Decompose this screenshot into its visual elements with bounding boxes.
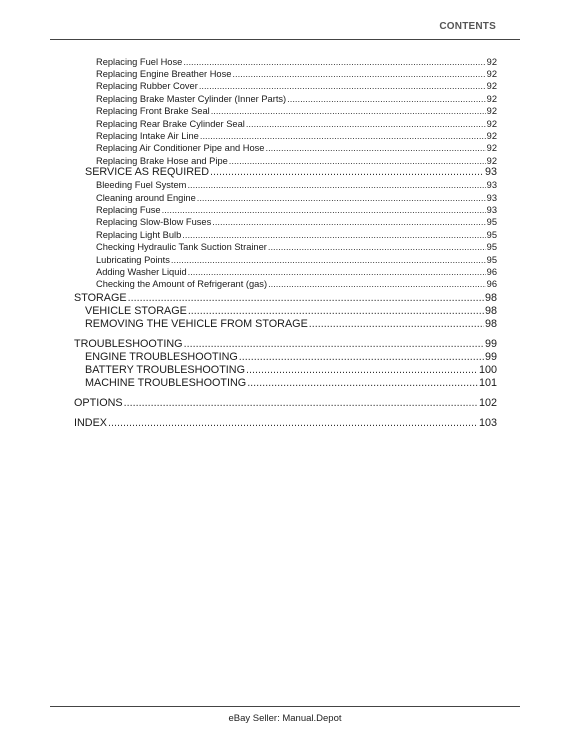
toc-entry-label: Replacing Engine Breather Hose: [96, 68, 232, 79]
toc-entry[interactable]: [96, 229, 497, 241]
toc-entry-page: 102: [478, 396, 497, 409]
toc-entry-page: 100: [478, 363, 497, 376]
toc-leader-dots: [268, 241, 486, 253]
toc-entry[interactable]: [85, 318, 497, 332]
toc-leader-dots: [199, 80, 486, 92]
toc-entry-page: 95: [486, 242, 497, 253]
toc-entry-label: Checking Hydraulic Tank Suction Strainer: [96, 242, 267, 253]
toc-entry[interactable]: [85, 364, 497, 378]
footer-text: eBay Seller: Manual.Depot: [228, 713, 342, 724]
toc-entry-page: 92: [486, 118, 497, 129]
toc-entry-page: 98: [484, 291, 497, 304]
toc-entry[interactable]: [96, 130, 497, 142]
toc-entry-label: REMOVING THE VEHICLE FROM STORAGE: [85, 317, 308, 330]
toc-leader-dots: [108, 417, 478, 431]
toc-entry[interactable]: [96, 179, 497, 191]
toc-entry-page: 95: [486, 254, 497, 265]
toc-entry-page: 95: [486, 229, 497, 240]
toc-entry-label: Cleaning around Engine: [96, 192, 196, 203]
toc-entry[interactable]: [96, 254, 497, 266]
toc-entry-label: Replacing Intake Air Line: [96, 130, 199, 141]
toc-leader-dots: [287, 93, 486, 105]
header-title: CONTENTS: [439, 21, 496, 32]
toc-entry-page: 95: [486, 217, 497, 228]
toc-entry-page: 93: [486, 192, 497, 203]
toc-entry[interactable]: [85, 351, 497, 365]
toc-entry-label: SERVICE AS REQUIRED: [85, 166, 210, 179]
toc-entry[interactable]: [85, 377, 497, 391]
toc-leader-dots: [188, 266, 486, 278]
toc-entry-label: INDEX: [74, 416, 107, 429]
toc-entry-label: BATTERY TROUBLESHOOTING: [85, 363, 245, 376]
toc-entry-page: 96: [486, 266, 497, 277]
toc-entry[interactable]: [96, 93, 497, 105]
toc-entry[interactable]: [74, 292, 497, 306]
toc-entry[interactable]: [96, 266, 497, 278]
toc-entry-label: Replacing Light Bulb: [96, 229, 182, 240]
toc-leader-dots: [229, 155, 486, 167]
toc-entry-page: 93: [486, 180, 497, 191]
header-divider: [50, 39, 520, 40]
toc-leader-dots: [232, 68, 485, 80]
toc-entry-label: Replacing Brake Hose and Pipe: [96, 155, 228, 166]
toc-entry-label: MACHINE TROUBLESHOOTING: [85, 376, 247, 389]
toc-entry-page: 99: [484, 337, 497, 350]
footer-divider: [50, 706, 520, 707]
toc-entry-page: 92: [486, 155, 497, 166]
toc-entry-page: 92: [486, 56, 497, 67]
toc-entry[interactable]: [96, 105, 497, 117]
toc-entry[interactable]: [96, 80, 497, 92]
toc-entry-page: 92: [486, 130, 497, 141]
toc-entry[interactable]: [96, 216, 497, 228]
toc-leader-dots: [124, 397, 478, 411]
toc-entry[interactable]: [85, 305, 497, 319]
toc-entry-page: 101: [478, 376, 497, 389]
toc-entry-label: Checking the Amount of Refrigerant (gas): [96, 279, 268, 290]
toc-entry-page: 93: [486, 204, 497, 215]
toc-leader-dots: [187, 179, 485, 191]
toc-entry[interactable]: [96, 142, 497, 154]
toc-entry[interactable]: [85, 166, 497, 180]
toc-leader-dots: [210, 166, 484, 180]
toc-entry[interactable]: [96, 68, 497, 80]
toc-entry[interactable]: [96, 192, 497, 204]
toc-entry[interactable]: [74, 417, 497, 431]
toc-leader-dots: [188, 305, 484, 319]
toc-entry-label: OPTIONS: [74, 396, 123, 409]
toc-leader-dots: [309, 318, 484, 332]
toc-entry-label: TROUBLESHOOTING: [74, 337, 183, 350]
toc-leader-dots: [183, 56, 485, 68]
toc-leader-dots: [184, 338, 484, 352]
toc-entry-label: VEHICLE STORAGE: [85, 304, 187, 317]
toc-entry[interactable]: [96, 56, 497, 68]
toc-leader-dots: [182, 229, 485, 241]
toc-leader-dots: [265, 142, 485, 154]
toc-leader-dots: [162, 204, 486, 216]
toc-entry-label: Replacing Slow-Blow Fuses: [96, 217, 212, 228]
toc-leader-dots: [212, 216, 485, 228]
toc-leader-dots: [197, 192, 486, 204]
toc-entry-label: Replacing Fuse: [96, 204, 161, 215]
toc-entry-page: 98: [484, 304, 497, 317]
toc-entry-page: 92: [486, 143, 497, 154]
toc-leader-dots: [211, 105, 486, 117]
toc-leader-dots: [268, 278, 486, 290]
toc-entry-label: Replacing Rubber Cover: [96, 81, 198, 92]
toc-entry[interactable]: [74, 397, 497, 411]
toc-entry-label: Adding Washer Liquid: [96, 266, 187, 277]
toc-entry-page: 103: [478, 416, 497, 429]
toc-entry-label: Bleeding Fuel System: [96, 180, 187, 191]
toc-leader-dots: [200, 130, 486, 142]
toc-entry-page: 92: [486, 68, 497, 79]
toc-leader-dots: [128, 292, 484, 306]
toc-entry[interactable]: [96, 118, 497, 130]
toc-entry-page: 99: [484, 350, 497, 363]
toc-entry-label: Replacing Rear Brake Cylinder Seal: [96, 118, 245, 129]
toc-leader-dots: [171, 254, 486, 266]
toc-entry-label: Replacing Air Conditioner Pipe and Hose: [96, 143, 265, 154]
toc-entry-label: STORAGE: [74, 291, 127, 304]
toc-entry-page: 93: [484, 166, 497, 179]
toc-entry[interactable]: [74, 338, 497, 352]
toc-entry[interactable]: [96, 204, 497, 216]
toc-entry-page: 92: [486, 93, 497, 104]
toc-entry-label: Lubricating Points: [96, 254, 170, 265]
toc-entry[interactable]: [96, 278, 497, 290]
toc-leader-dots: [239, 351, 484, 365]
toc-entry-label: Replacing Front Brake Seal: [96, 106, 210, 117]
toc-entry-page: 92: [486, 106, 497, 117]
toc-leader-dots: [246, 364, 478, 378]
toc-entry-page: 98: [484, 317, 497, 330]
toc-entry-label: ENGINE TROUBLESHOOTING: [85, 350, 238, 363]
toc-entry-label: Replacing Fuel Hose: [96, 56, 183, 67]
toc-entry[interactable]: [96, 155, 497, 167]
toc-entry[interactable]: [96, 241, 497, 253]
toc-entry-page: 92: [486, 81, 497, 92]
toc-leader-dots: [247, 377, 478, 391]
toc-entry-page: 96: [486, 279, 497, 290]
toc-entry-label: Replacing Brake Master Cylinder (Inner Parts): [96, 93, 287, 104]
toc-leader-dots: [246, 118, 486, 130]
